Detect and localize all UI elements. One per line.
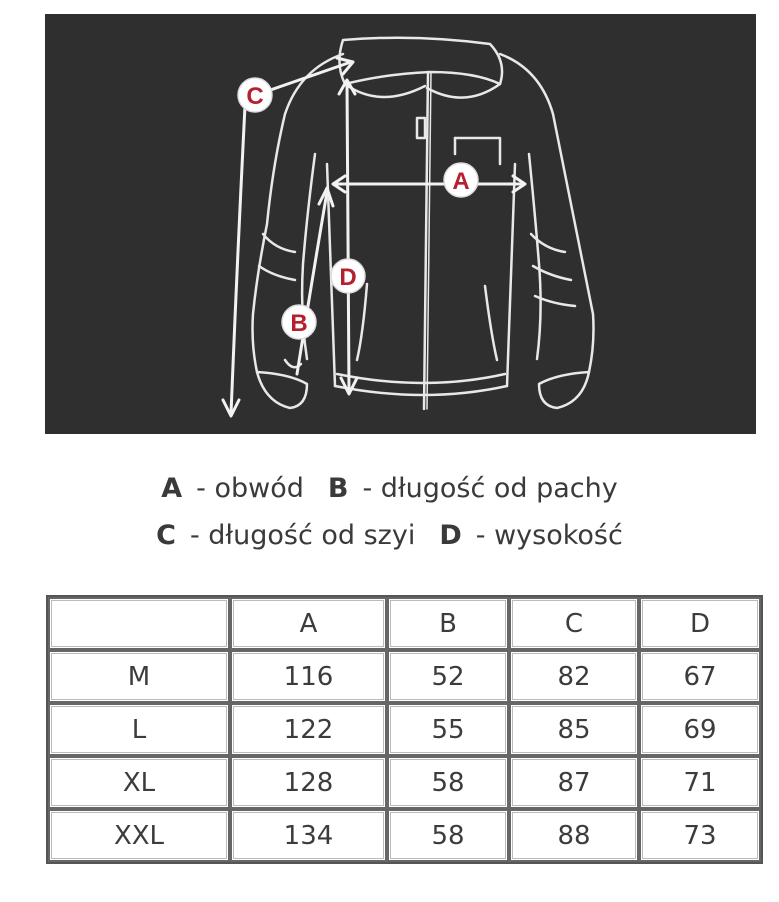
legend-key-b: B [327, 473, 349, 504]
marker-c [238, 78, 272, 112]
table-header-row [48, 597, 761, 650]
header-cell-d: D [639, 597, 761, 650]
table-cell: 55 [387, 703, 509, 756]
marker-b-label: B [290, 310, 308, 337]
legend-text-a: - obwód [196, 473, 304, 504]
table-cell: 134 [230, 809, 387, 862]
size-label: XL [48, 756, 230, 809]
header-cell-empty [48, 597, 230, 650]
table-cell: 71 [639, 756, 761, 809]
size-label: L [48, 703, 230, 756]
table-cell: 88 [509, 809, 639, 862]
table-cell: 58 [387, 756, 509, 809]
header-cell-a: A [230, 597, 387, 650]
table-row [48, 756, 761, 809]
hoodie-illustration [45, 14, 756, 434]
table-cell: 73 [639, 809, 761, 862]
legend-line-1 [0, 473, 779, 504]
marker-d-label: D [339, 264, 357, 291]
table-row [48, 703, 761, 756]
table-cell: 128 [230, 756, 387, 809]
table-row [48, 650, 761, 703]
table-cell: 87 [509, 756, 639, 809]
legend-text-b: - długość od pachy [362, 473, 618, 504]
marker-a-label: A [452, 168, 470, 195]
table-cell: 85 [509, 703, 639, 756]
legend-key-a: A [161, 473, 183, 504]
size-table [46, 595, 763, 864]
legend-key-c: C [156, 520, 176, 551]
header-cell-b: B [387, 597, 509, 650]
table-cell: 82 [509, 650, 639, 703]
table-cell: 116 [230, 650, 387, 703]
marker-b [282, 305, 316, 339]
size-label: M [48, 650, 230, 703]
hoodie-size-diagram [45, 14, 756, 434]
marker-a [444, 163, 478, 197]
table-cell: 58 [387, 809, 509, 862]
header-cell-c: C [509, 597, 639, 650]
marker-c-label: C [246, 83, 264, 110]
table-row [48, 809, 761, 862]
marker-d [331, 259, 365, 293]
table-cell: 67 [639, 650, 761, 703]
table-cell: 52 [387, 650, 509, 703]
size-label: XXL [48, 809, 230, 862]
table-cell: 122 [230, 703, 387, 756]
legend-text-c: - długość od szyi [189, 520, 416, 551]
legend-text-d: - wysokość [475, 520, 623, 551]
legend-key-d: D [439, 520, 462, 551]
table-cell: 69 [639, 703, 761, 756]
legend-line-2 [0, 520, 779, 551]
